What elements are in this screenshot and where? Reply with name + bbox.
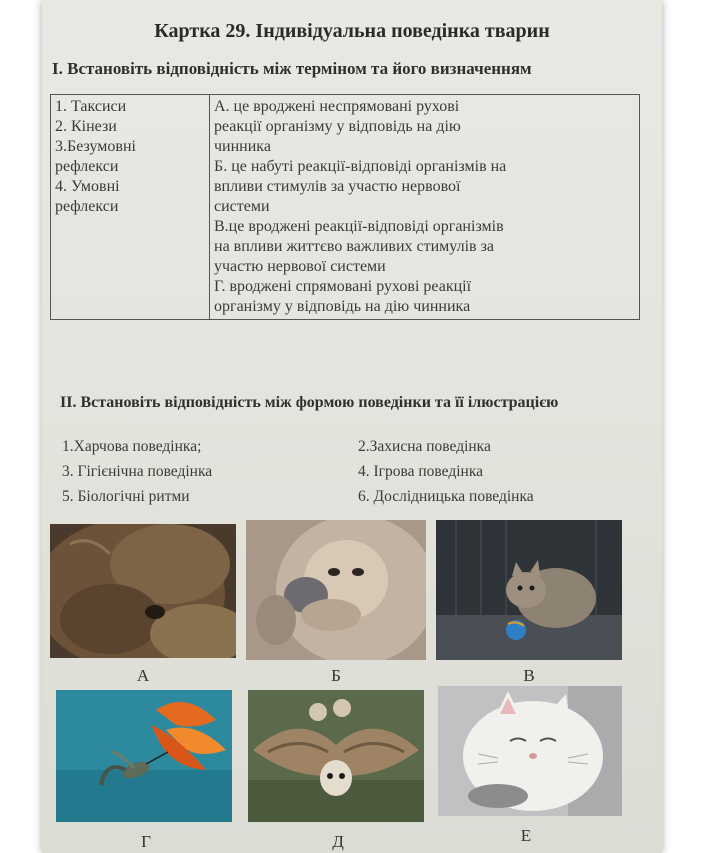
cat-photo	[438, 686, 622, 816]
term-line: 2. Кінези	[55, 118, 117, 135]
owl-photo	[248, 690, 424, 822]
term-line: рефлекси	[55, 158, 119, 175]
behavior-form-item: 6. Дослідницька поведінка	[358, 488, 534, 505]
card-title: Картка 29. Індивідуальна поведінка тварин	[154, 20, 550, 42]
term-line: 1. Таксиси	[55, 98, 127, 115]
behavior-form-item: 3. Гігієнічна поведінка	[62, 463, 213, 480]
definition-line: участю нервової системи	[214, 258, 386, 275]
definition-line: реакції організму у відповідь на дію	[214, 118, 461, 135]
definition-line: В.це вроджені реакції-відповіді організмів	[214, 218, 504, 235]
definition-line: на впливи життєво важливих стимулів за	[214, 238, 495, 255]
photo-label: Б	[331, 666, 341, 685]
term-line: 3.Безумовні	[55, 138, 136, 155]
terms-definitions-table	[50, 94, 640, 320]
photo-label: Е	[520, 826, 532, 845]
behavior-form-item: 5. Біологічні ритми	[62, 488, 190, 505]
photo-label: В	[523, 666, 535, 685]
kitten-ball-photo	[436, 520, 622, 660]
term-line: рефлекси	[55, 198, 119, 215]
definition-line: впливи стимулів за участю нервової	[214, 178, 461, 195]
definition-line: організму у відповідь на дію чинника	[214, 298, 471, 315]
photo-label: А	[136, 666, 150, 685]
term-line: 4. Умовні	[55, 178, 120, 195]
photo-label: Г	[141, 832, 151, 851]
definition-line: А. це вроджені неспрямовані рухові	[214, 98, 460, 115]
definition-line: Б. це набуті реакції-відповіді організмів на	[214, 158, 507, 175]
photo-label: Д	[332, 832, 344, 851]
behavior-form-item: 1.Харчова поведінка;	[62, 438, 202, 455]
behavior-forms-list	[62, 438, 642, 513]
behavior-form-item: 4. Ігрова поведінка	[358, 463, 483, 480]
worksheet-card	[42, 0, 662, 853]
section2-heading: ІІ. Встановіть відповідність між формою поведінки та її ілюстрацією	[60, 394, 559, 411]
definition-line: Г. вроджені спрямовані рухові реакції	[214, 278, 472, 295]
bear-photo	[50, 524, 236, 658]
monkey-photo	[246, 520, 426, 660]
definition-line: чинника	[214, 138, 271, 155]
hummingbird-photo	[56, 690, 232, 822]
definition-line: системи	[214, 198, 270, 215]
section1-heading: І. Встановіть відповідність між терміном та його визначенням	[52, 59, 532, 78]
terms-cell	[51, 95, 210, 320]
behavior-form-item: 2.Захисна поведінка	[358, 438, 491, 455]
definitions-cell	[210, 95, 640, 320]
